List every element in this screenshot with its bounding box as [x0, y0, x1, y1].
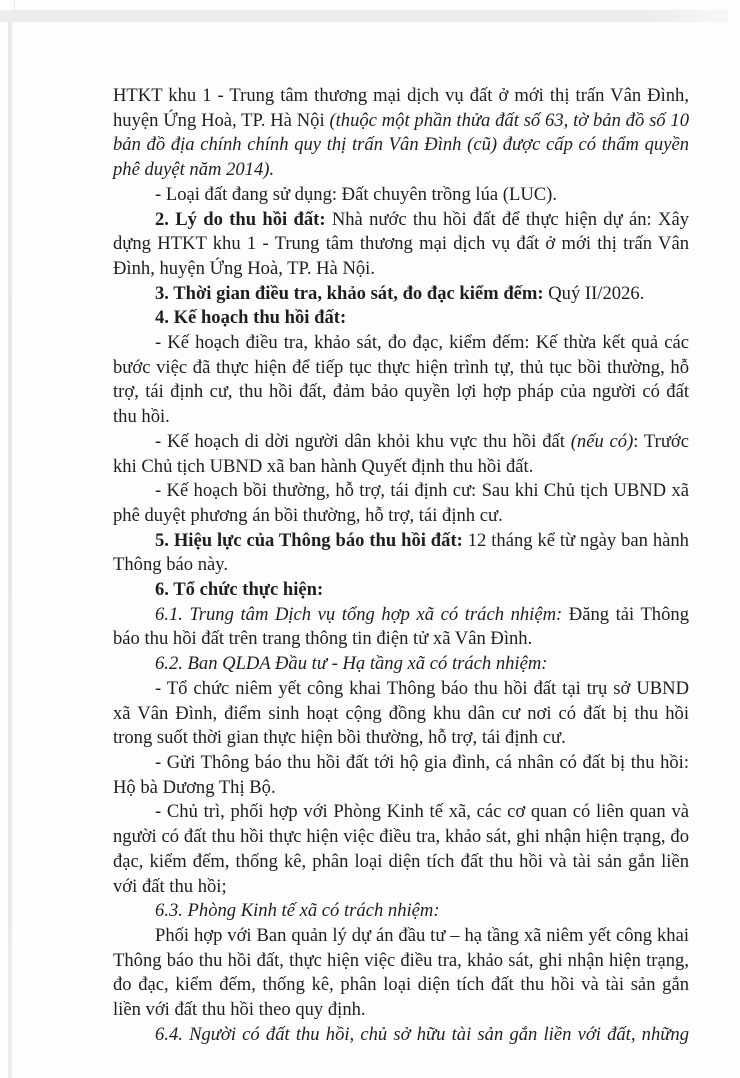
subsection-heading: 6.3. Phòng Kinh tế xã có trách nhiệm: — [155, 900, 440, 922]
text-run: 12 tháng kể từ ngày ban hành Thông báo này. — [113, 529, 689, 576]
paragraph-economic-office-duty — [113, 924, 689, 1023]
paragraph-land-type — [113, 183, 689, 208]
scan-band-artifact — [0, 10, 728, 22]
text-run: Nhà nước thu hồi đất để thực hiện dự án: Xây dựng HTKT khu 1 - Trung tâm thương mại dịch vụ đất ở mới thị trấn Vân Đình, huyện Ứng Hoà, TP. Hà Nội. — [113, 208, 689, 279]
section-heading: 5. Hiệu lực của Thông báo thu hồi đất: — [155, 529, 468, 551]
document-body — [113, 84, 689, 1047]
paragraph-plan-survey — [113, 331, 689, 430]
section-heading: 2. Lý do thu hồi đất: — [155, 208, 332, 230]
paragraph-plan-compensation — [113, 479, 689, 528]
text-run: (thuộc một phần thửa đất số 63, tờ bản đồ số 10 bản đồ địa chính chính quy thị trấn Vân Đình (cũ) được cấp có thẩm quyền phê duyệt năm 2014). — [113, 109, 689, 181]
text-run: - Kế hoạch bồi thường, hỗ trợ, tái định cư: Sau khi Chủ tịch UBND xã phê duyệt phương án bồi thường, hỗ trợ, tái định cư. — [113, 480, 689, 526]
paragraph-section-6-implementation — [113, 578, 689, 603]
text-run: - Chủ trì, phối hợp với Phòng Kinh tế xã, các cơ quan có liên quan và người có đất thu hồi thực hiện việc điều tra, khảo sát, ghi nhận hiện trạng, đo đạc, kiểm đếm, thống kê, phân loại diện tích đất thu hồi và tài sản gắn liền với đất thu hồi; — [113, 801, 689, 897]
text-run: - Kế hoạch di dời người dân khỏi khu vực thu hồi đất — [155, 430, 571, 452]
paragraph-6-3-economic-office — [113, 899, 689, 924]
paragraph-6-4-landholders — [113, 1023, 689, 1048]
subsection-heading: 6.4. Người có đất thu hồi, chủ sở hữu tài sản gắn liền với đất, những — [155, 1023, 689, 1045]
scan-left-edge-artifact — [8, 22, 12, 1078]
text-run: - Loại đất đang sử dụng: Đất chuyên trồng lúa (LUC). — [155, 183, 557, 205]
text-run: Đăng tải Thông báo thu hồi đất trên trang thông tin điện tử xã Vân Đình. — [113, 603, 689, 650]
section-heading: 4. Kế hoạch thu hồi đất: — [155, 307, 347, 329]
text-run: HTKT khu 1 - Trung tâm thương mại dịch vụ đất ở mới thị trấn Vân Đình, huyện Ứng Hoà, TP. Hà Nội — [113, 85, 689, 131]
paragraph-section-3-time — [113, 282, 689, 307]
paragraph-6-1-service-center — [113, 603, 689, 652]
paragraph-send-notice — [113, 751, 689, 800]
paragraph-plan-relocation — [113, 430, 689, 479]
section-heading: 3. Thời gian điều tra, khảo sát, đo đạc kiểm đếm: — [155, 282, 549, 304]
text-run: Quý II/2026. — [548, 282, 645, 304]
paragraph-coordinate-survey — [113, 800, 689, 899]
paragraph-section-2-reason — [113, 208, 689, 282]
text-run: (nếu có) — [570, 430, 634, 452]
text-run: : Trước khi Chủ tịch UBND xã ban hành Quyết định thu hồi đất. — [113, 430, 689, 477]
paragraph-section-5-validity — [113, 529, 689, 578]
text-run: - Tổ chức niêm yết công khai Thông báo thu hồi đất tại trụ sở UBND xã Vân Đình, điểm sinh hoạt cộng đồng khu dân cư nơi có đất bị thu hồi trong suốt thời gian thực hiện bồi thường, hỗ trợ, tái định cư. — [113, 677, 689, 749]
text-run: - Kế hoạch điều tra, khảo sát, đo đạc, kiểm đếm: Kế thừa kết quả các bước việc đã thực hiện để tiếp tục thực hiện trình tự, thủ tục bồi thường, hỗ trợ, tái định cư, thu hồi đất, đảm bảo quyền lợi hợp pháp của người có đất thu hồi. — [113, 332, 689, 428]
paragraph-6-2-qlda-board — [113, 652, 689, 677]
paragraph-project-location — [113, 84, 689, 183]
section-heading: 6. Tổ chức thực hiện: — [155, 579, 324, 601]
subsection-heading: 6.2. Ban QLDA Đầu tư - Hạ tầng xã có trách nhiệm: — [155, 653, 548, 675]
text-run: Phối hợp với Ban quản lý dự án đầu tư – hạ tầng xã niêm yết công khai Thông báo thu hồi đất, thực hiện việc điều tra, khảo sát, ghi nhận hiện trạng, đo đạc, kiểm đếm, thống kê, phân loại diện tích đất thu hồi và tài sản gắn liền với đất thu hồi theo quy định. — [113, 924, 689, 1021]
paragraph-section-4-plan — [113, 306, 689, 331]
text-run: - Gửi Thông báo thu hồi đất tới hộ gia đình, cá nhân có đất bị thu hồi: Hộ bà Dương Thị Bộ. — [113, 751, 689, 798]
subsection-heading: 6.1. Trung tâm Dịch vụ tổng hợp xã có trách nhiệm: — [155, 603, 569, 625]
paragraph-public-posting — [113, 677, 689, 751]
